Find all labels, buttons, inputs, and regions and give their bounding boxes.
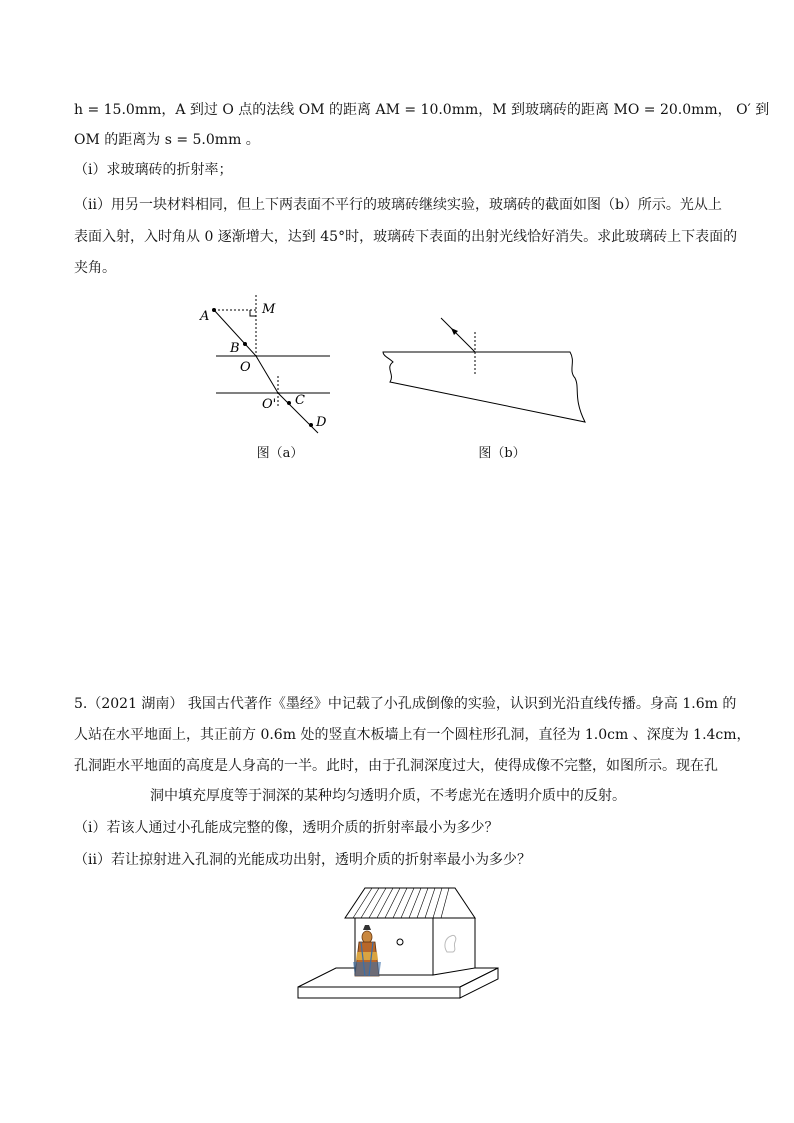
problem4-question-ii-line1: （ⅱ）用另一块材料相同，但上下两表面不平行的玻璃砖继续实验，玻璃砖的截面如图（b）所示。光从上 (74, 197, 722, 213)
problem4-question-i: （ⅰ）求玻璃砖的折射率； (74, 162, 233, 178)
figure-b-diagram (375, 310, 600, 430)
roof (345, 888, 475, 918)
pinhole-experiment-illustration (295, 880, 500, 1010)
problem4-text-line1: h = 15.0mm，A 到过 O 点的法线 OM 的距离 AM = 10.0mm，M 到玻璃砖的距离 MO = 20.0mm， O′ 到 (74, 102, 770, 118)
label-o: O (240, 360, 251, 375)
figure-a-diagram (190, 290, 350, 440)
problem5-text-line2: 人站在水平地面上，其正前方 0.6m 处的竖直木板墙上有一个圆柱形孔洞，直径为 1.0cm 、深度为 1.4cm， (74, 727, 751, 743)
label-b: B (230, 341, 240, 356)
figure-b-caption: 图（b） (478, 446, 526, 461)
refracted-ray (256, 356, 278, 393)
label-m: M (262, 302, 276, 317)
label-c: C (295, 393, 305, 408)
problem5-text-line1: 5.（2021 湖南） 我国古代著作《墨经》中记载了小孔成倒像的实验，认识到光沿直线传播。身高 1.6m 的 (74, 696, 737, 712)
incident-ray-b (441, 318, 475, 352)
pin-b (243, 342, 247, 346)
glass-block-outline (383, 352, 585, 422)
label-a: A (200, 309, 210, 324)
problem5-text-line4: 洞中填充厚度等于洞深的某种均匀透明介质，不考虑光在透明介质中的反射。 (150, 788, 626, 804)
pin-c (287, 401, 291, 405)
problem4-question-ii-line2: 表面入射，入时角从 0 逐渐增大，达到 45°时，玻璃砖下表面的出射光线恰好消失。求此玻璃砖上下表面的 (74, 229, 738, 245)
problem4-question-ii-line3: 夹角。 (74, 260, 116, 276)
problem5-question-ii: （ii）若让掠射进入孔洞的光能成功出射，透明介质的折射率最小为多少？ (74, 852, 531, 868)
pin-a (212, 308, 216, 312)
right-angle-mark (250, 310, 256, 316)
label-d: D (316, 415, 327, 430)
problem5-question-i: （i）若该人通过小孔能成完整的像，透明介质的折射率最小为多少？ (74, 820, 499, 836)
pinhole (397, 939, 403, 945)
label-o-prime: O' (262, 397, 277, 412)
figure-a-caption: 图（a） (256, 446, 304, 461)
back-wall (433, 918, 475, 975)
problem5-text-line3: 孔洞距水平地面的高度是人身高的一半。此时，由于孔洞深度过大，使得成像不完整，如图所示。现在孔 (74, 758, 718, 774)
pin-d (309, 423, 313, 427)
problem4-text-line2: OM 的距离为 s = 5.0mm 。 (74, 132, 260, 148)
